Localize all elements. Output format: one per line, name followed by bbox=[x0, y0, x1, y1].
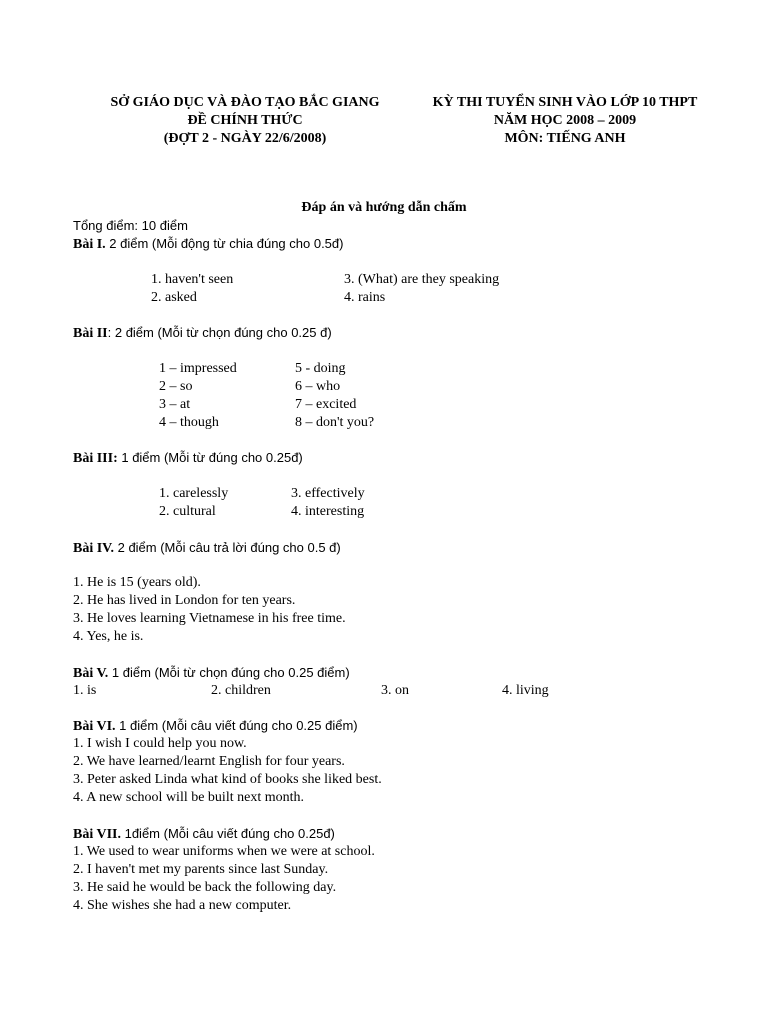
section-4-heading bbox=[73, 539, 341, 558]
answer-item: 8 – don't you? bbox=[295, 415, 375, 430]
section-label: Bài I. bbox=[73, 237, 106, 252]
answer-item: 4. interesting bbox=[291, 504, 365, 519]
exam-round: (ĐỢT 2 - NGÀY 22/6/2008) bbox=[163, 131, 327, 146]
header-left bbox=[90, 94, 400, 148]
answer-item: 7 – excited bbox=[295, 397, 357, 412]
answer-item: 3. He said he would be back the following day. bbox=[73, 880, 337, 895]
subject: MÔN: TIẾNG ANH bbox=[504, 131, 626, 146]
answer-item: 1. He is 15 (years old). bbox=[73, 575, 201, 590]
section-1-heading bbox=[73, 235, 343, 254]
school-year: NĂM HỌC 2008 – 2009 bbox=[493, 113, 637, 128]
answer-item: 2. cultural bbox=[159, 504, 216, 519]
answer-item: 4. Yes, he is. bbox=[73, 629, 144, 644]
total-score: Tổng điểm: 10 điểm bbox=[73, 218, 188, 233]
section-3-heading bbox=[73, 449, 303, 468]
answer-item: 4. A new school will be built next month. bbox=[73, 790, 304, 805]
official-label: ĐỀ CHÍNH THỨC bbox=[187, 113, 303, 128]
section-label: Bài IV. bbox=[73, 541, 114, 556]
section-7-heading bbox=[73, 825, 335, 844]
exam-name: KỲ THI TUYỂN SINH VÀO LỚP 10 THPT bbox=[432, 95, 698, 110]
section-note: 2 điểm (Mỗi động từ chia đúng cho 0.5đ) bbox=[105, 236, 344, 251]
answer-item: 4. rains bbox=[344, 290, 386, 305]
section-label: Bài V. bbox=[73, 666, 109, 681]
answer-item: 2. We have learned/learnt English for four years. bbox=[73, 754, 345, 769]
answer-item: 3. Peter asked Linda what kind of books she liked best. bbox=[73, 772, 382, 787]
answer-item: 2. He has lived in London for ten years. bbox=[73, 593, 296, 608]
answer-item: 1. is bbox=[73, 683, 97, 698]
answer-item: 1. haven't seen bbox=[151, 272, 234, 287]
section-label: Bài VI. bbox=[73, 719, 116, 734]
section-label: Bài II bbox=[73, 326, 108, 341]
answer-item: 3. on bbox=[381, 683, 409, 698]
answer-item: 2. asked bbox=[151, 290, 197, 305]
answer-item: 1 – impressed bbox=[159, 361, 237, 376]
section-note: 1 điểm (Mỗi câu viết đúng cho 0.25 điểm) bbox=[115, 718, 358, 733]
section-5-heading bbox=[73, 664, 350, 683]
answer-item: 1. We used to wear uniforms when we were at school. bbox=[73, 844, 375, 859]
answer-item: 3 – at bbox=[159, 397, 191, 412]
answer-item: 3. (What) are they speaking bbox=[344, 272, 500, 287]
answer-item: 2. I haven't met my parents since last Sunday. bbox=[73, 862, 329, 877]
section-note: : 2 điểm (Mỗi từ chọn đúng cho 0.25 đ) bbox=[107, 325, 332, 340]
answer-item: 1. I wish I could help you now. bbox=[73, 736, 247, 751]
section-note: 1 điểm (Mỗi từ chọn đúng cho 0.25 điểm) bbox=[108, 665, 350, 680]
section-note: 1 điểm (Mỗi từ đúng cho 0.25đ) bbox=[117, 450, 303, 465]
answer-item: 4 – though bbox=[159, 415, 219, 430]
answer-item: 3. effectively bbox=[291, 486, 365, 501]
section-label: Bài III: bbox=[73, 451, 118, 466]
answer-item: 4. living bbox=[502, 683, 549, 698]
answer-item: 4. She wishes she had a new computer. bbox=[73, 898, 292, 913]
answer-item: 3. He loves learning Vietnamese in his free time. bbox=[73, 611, 346, 626]
answer-item: 1. carelessly bbox=[159, 486, 229, 501]
document-title: Đáp án và hướng dẫn chấm bbox=[301, 200, 467, 215]
answer-item: 2. children bbox=[211, 683, 271, 698]
header-right bbox=[410, 94, 720, 148]
department-name: SỞ GIÁO DỤC VÀ ĐÀO TẠO BẮC GIANG bbox=[110, 95, 380, 110]
section-label: Bài VII. bbox=[73, 827, 121, 842]
answer-item: 6 – who bbox=[295, 379, 341, 394]
answer-item: 5 - doing bbox=[295, 361, 346, 376]
section-6-heading bbox=[73, 717, 358, 736]
section-note: 1điểm (Mỗi câu viết đúng cho 0.25đ) bbox=[120, 826, 335, 841]
section-note: 2 điểm (Mỗi câu trả lời đúng cho 0.5 đ) bbox=[113, 540, 341, 555]
answer-item: 2 – so bbox=[159, 379, 193, 394]
section-2-heading bbox=[73, 324, 332, 343]
